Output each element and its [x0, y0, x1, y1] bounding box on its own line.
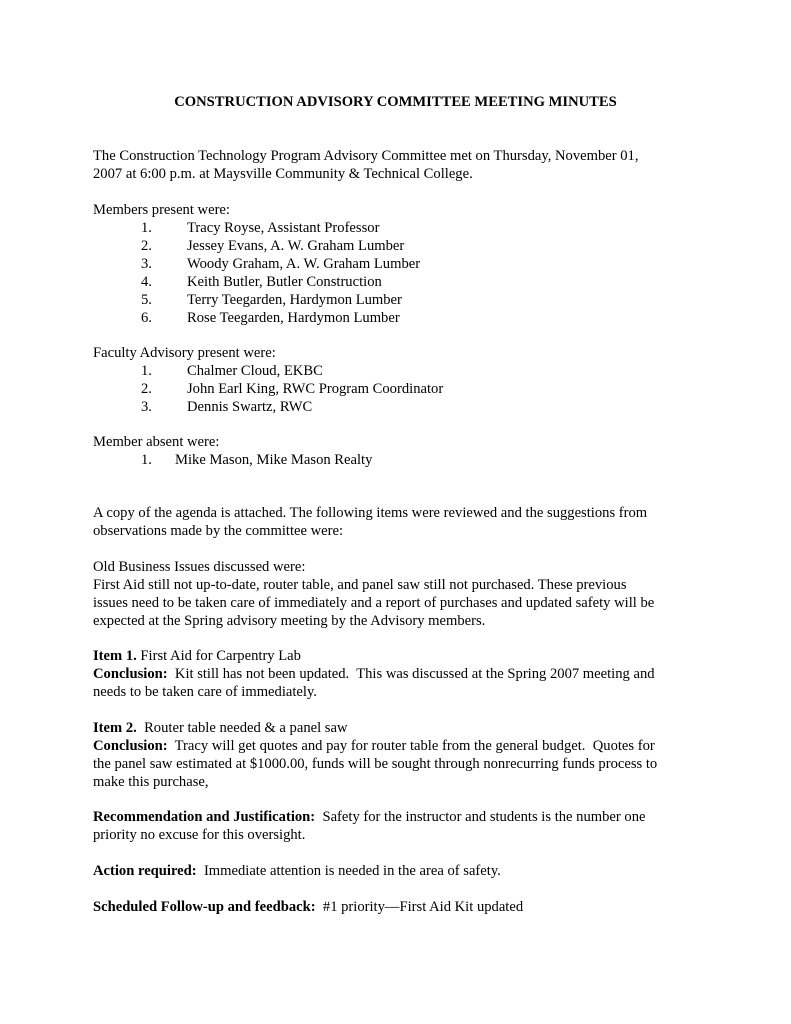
list-item: Woody Graham, A. W. Graham Lumber: [187, 256, 421, 272]
recommendation-text: Safety for the instructor and students is the number one: [315, 809, 646, 825]
list-item: John Earl King, RWC Program Coordinator: [187, 381, 444, 397]
list-item: Dennis Swartz, RWC: [187, 399, 313, 415]
list-number: 5.: [141, 292, 152, 308]
recommendation-line: [93, 808, 645, 826]
old-business-line: expected at the Spring advisory meeting by the Advisory members.: [93, 613, 486, 629]
list-item: Jessey Evans, A. W. Graham Lumber: [187, 238, 405, 254]
conclusion-text: Kit still has not been updated. This was discussed at the Spring 2007 meeting and: [167, 666, 655, 682]
list-item: Terry Teegarden, Hardymon Lumber: [187, 292, 402, 308]
document-title: CONSTRUCTION ADVISORY COMMITTEE MEETING MINUTES: [174, 94, 617, 110]
action-line: [93, 862, 501, 880]
recommendation-text: priority no excuse for this oversight.: [93, 827, 306, 843]
members-absent-heading: Member absent were:: [93, 434, 220, 450]
list-number: 1.: [141, 363, 152, 379]
conclusion-text: needs to be taken care of immediately.: [93, 684, 317, 700]
members-present-heading: Members present were:: [93, 202, 230, 218]
old-business-line: issues need to be taken care of immediately and a report of purchases and updated safety will be: [93, 595, 655, 611]
old-business-line: First Aid still not up-to-date, router table, and panel saw still not purchased. These previous: [93, 577, 627, 593]
item-1-label: Item 1.: [93, 648, 137, 664]
list-number: 6.: [141, 310, 152, 326]
list-item: Keith Butler, Butler Construction: [187, 274, 382, 290]
list-number: 1.: [141, 220, 152, 236]
action-text: Immediate attention is needed in the area of safety.: [196, 863, 501, 879]
followup-line: [93, 898, 523, 916]
list-item: Mike Mason, Mike Mason Realty: [175, 452, 373, 468]
conclusion-text: the panel saw estimated at $1000.00, funds will be sought through nonrecurring funds process to: [93, 756, 658, 772]
item-1-conclusion: [93, 665, 655, 683]
item-1-text: First Aid for Carpentry Lab: [136, 648, 301, 664]
item-2-label: Item 2.: [93, 720, 137, 736]
recommendation-label: Recommendation and Justification:: [93, 809, 316, 825]
item-2-conclusion: [93, 737, 655, 755]
list-number: 2.: [141, 381, 152, 397]
faculty-present-heading: Faculty Advisory present were:: [93, 345, 276, 361]
conclusion-text: Tracy will get quotes and pay for router table from the general budget. Quotes for: [167, 738, 655, 754]
followup-label: Scheduled Follow-up and feedback:: [93, 899, 316, 915]
item-2-heading: [93, 719, 348, 737]
list-item: Tracy Royse, Assistant Professor: [187, 220, 380, 236]
list-number: 4.: [141, 274, 152, 290]
list-number: 3.: [141, 399, 152, 415]
item-1-heading: [93, 647, 301, 665]
intro-line: 2007 at 6:00 p.m. at Maysville Community & Technical College.: [93, 166, 473, 182]
intro-line: The Construction Technology Program Advisory Committee met on Thursday, November 01,: [93, 148, 639, 164]
item-2-text: Router table needed & a panel saw: [136, 720, 348, 736]
list-number: 1.: [141, 452, 152, 468]
agenda-line: A copy of the agenda is attached. The following items were reviewed and the suggestions from: [93, 505, 648, 521]
agenda-line: observations made by the committee were:: [93, 523, 344, 539]
list-number: 2.: [141, 238, 152, 254]
followup-text: #1 priority—First Aid Kit updated: [315, 899, 524, 915]
conclusion-text: make this purchase,: [93, 774, 209, 790]
conclusion-label: Conclusion:: [93, 666, 168, 682]
old-business-heading: Old Business Issues discussed were:: [93, 559, 306, 575]
action-label: Action required:: [93, 863, 197, 879]
list-item: Rose Teegarden, Hardymon Lumber: [187, 310, 400, 326]
list-number: 3.: [141, 256, 152, 272]
conclusion-label: Conclusion:: [93, 738, 168, 754]
list-item: Chalmer Cloud, EKBC: [187, 363, 323, 379]
